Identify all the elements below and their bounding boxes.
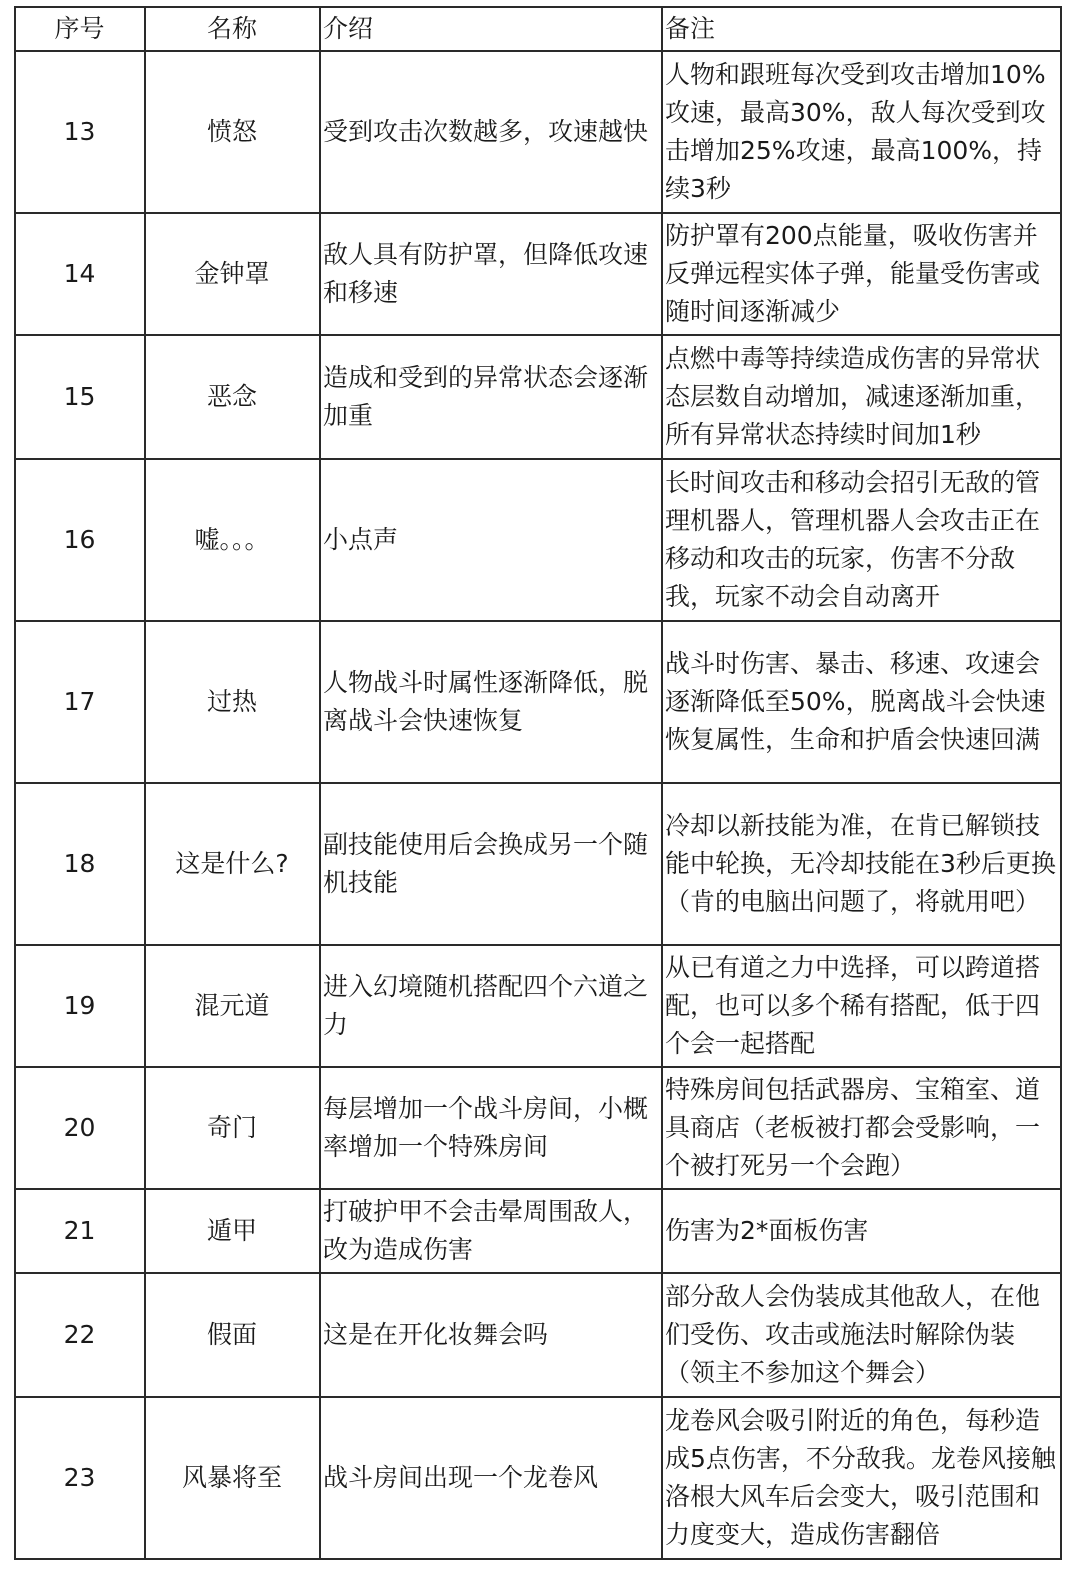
cell-intro: 打破护甲不会击晕周围敌人，改为造成伤害 [320, 1189, 662, 1273]
cell-id: 23 [15, 1397, 145, 1559]
cell-intro: 进入幻境随机搭配四个六道之力 [320, 945, 662, 1067]
header-id: 序号 [15, 7, 145, 51]
cell-intro: 人物战斗时属性逐渐降低，脱离战斗会快速恢复 [320, 621, 662, 783]
table-header-row [15, 7, 1061, 51]
cell-note: 冷却以新技能为准，在肯已解锁技能中轮换，无冷却技能在3秒后更换（肯的电脑出问题了，将就用吧） [662, 783, 1061, 945]
modifier-table [14, 6, 1062, 1560]
cell-name: 遁甲 [145, 1189, 320, 1273]
cell-note: 龙卷风会吸引附近的角色，每秒造成5点伤害，不分敌我。龙卷风接触洛根大风车后会变大，吸引范围和力度变大，造成伤害翻倍 [662, 1397, 1061, 1559]
cell-intro: 每层增加一个战斗房间，小概率增加一个特殊房间 [320, 1067, 662, 1189]
cell-name: 嘘。。。 [145, 459, 320, 621]
cell-id: 13 [15, 51, 145, 213]
cell-note: 部分敌人会伪装成其他敌人，在他们受伤、攻击或施法时解除伪装（领主不参加这个舞会） [662, 1273, 1061, 1397]
cell-id: 20 [15, 1067, 145, 1189]
cell-intro: 小点声 [320, 459, 662, 621]
cell-name: 这是什么? [145, 783, 320, 945]
cell-name: 风暴将至 [145, 1397, 320, 1559]
cell-id: 18 [15, 783, 145, 945]
cell-id: 17 [15, 621, 145, 783]
table-row [15, 945, 1061, 1067]
cell-id: 16 [15, 459, 145, 621]
cell-id: 19 [15, 945, 145, 1067]
table-row [15, 1273, 1061, 1397]
cell-id: 22 [15, 1273, 145, 1397]
header-intro: 介绍 [320, 7, 662, 51]
table-row [15, 335, 1061, 459]
cell-intro: 受到攻击次数越多，攻速越快 [320, 51, 662, 213]
table-row [15, 783, 1061, 945]
cell-note: 点燃中毒等持续造成伤害的异常状态层数自动增加，减速逐渐加重，所有异常状态持续时间加1秒 [662, 335, 1061, 459]
table-row [15, 459, 1061, 621]
cell-note: 特殊房间包括武器房、宝箱室、道具商店（老板被打都会受影响，一个被打死另一个会跑） [662, 1067, 1061, 1189]
cell-name: 愤怒 [145, 51, 320, 213]
cell-name: 金钟罩 [145, 213, 320, 335]
cell-name: 恶念 [145, 335, 320, 459]
cell-intro: 敌人具有防护罩，但降低攻速和移速 [320, 213, 662, 335]
table-row [15, 1067, 1061, 1189]
cell-name: 过热 [145, 621, 320, 783]
cell-id: 15 [15, 335, 145, 459]
cell-intro: 造成和受到的异常状态会逐渐加重 [320, 335, 662, 459]
header-note: 备注 [662, 7, 1061, 51]
cell-intro: 战斗房间出现一个龙卷风 [320, 1397, 662, 1559]
cell-note: 战斗时伤害、暴击、移速、攻速会逐渐降低至50%，脱离战斗会快速恢复属性，生命和护盾会快速回满 [662, 621, 1061, 783]
table-row [15, 621, 1061, 783]
cell-id: 21 [15, 1189, 145, 1273]
cell-name: 混元道 [145, 945, 320, 1067]
cell-name: 奇门 [145, 1067, 320, 1189]
cell-id: 14 [15, 213, 145, 335]
cell-intro: 副技能使用后会换成另一个随机技能 [320, 783, 662, 945]
cell-intro: 这是在开化妆舞会吗 [320, 1273, 662, 1397]
cell-name: 假面 [145, 1273, 320, 1397]
table-row [15, 1397, 1061, 1559]
table-row [15, 51, 1061, 213]
cell-note: 从已有道之力中选择，可以跨道搭配，也可以多个稀有搭配，低于四个会一起搭配 [662, 945, 1061, 1067]
cell-note: 防护罩有200点能量，吸收伤害并反弹远程实体子弹，能量受伤害或随时间逐渐减少 [662, 213, 1061, 335]
cell-note: 人物和跟班每次受到攻击增加10%攻速，最高30%，敌人每次受到攻击增加25%攻速，最高100%，持续3秒 [662, 51, 1061, 213]
header-name: 名称 [145, 7, 320, 51]
cell-note: 长时间攻击和移动会招引无敌的管理机器人，管理机器人会攻击正在移动和攻击的玩家，伤害不分敌我，玩家不动会自动离开 [662, 459, 1061, 621]
table-row [15, 213, 1061, 335]
table-row [15, 1189, 1061, 1273]
cell-note: 伤害为2*面板伤害 [662, 1189, 1061, 1273]
